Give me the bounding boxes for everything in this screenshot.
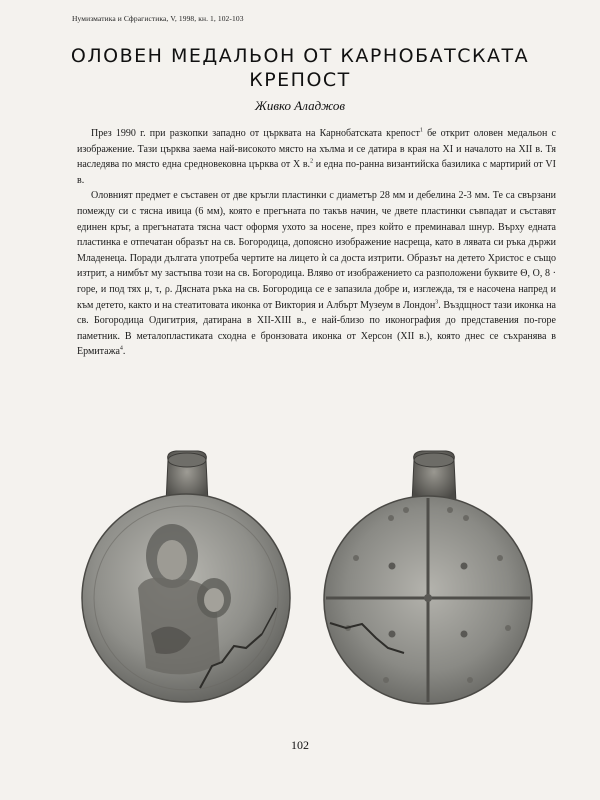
footnote-ref-2: 2: [310, 158, 314, 165]
article-body: [77, 126, 556, 360]
author-name: Живко Аладжов: [254, 98, 346, 113]
page-number: 102: [291, 738, 309, 752]
title-line-2: КРЕПОСТ: [249, 69, 351, 91]
title-line-1: ОЛОВЕН МЕДАЛЬОН ОТ КАРНОБАТСКАТА: [70, 45, 530, 67]
footnote-ref-1: 1: [419, 127, 423, 134]
footnote-ref-4: 4: [119, 345, 123, 352]
paragraph-1: През 1990 г. при разкопки западно от църквата на Карнобатската крепост$^1$ бе открит оловен медальон с изображение. Тази църква заема най-високото място на хълма и се датира в края на XI и началото на XII в. Тя наследява по място една средновековна църква от X в.$^2$ и една по-ранна византийска базилика с мартирий от VI в.: [77, 127, 556, 186]
medallion-reverse-image: [316, 448, 536, 713]
medallion-obverse-image: [76, 448, 296, 713]
paragraph-2: Оловният предмет е съставен от две кръгли пластинки с диаметър 28 мм и дебелина 2-3 мм. Те са свързани помежду си с тясна ивица (6 мм), която е прегъната по такъв начин, че двете пластинки съвпадат и съставят единен кръг, а прегънатата тясна част оформя ухото за носене, през който е преминавал шнур. Върху едната пластинка е отпечатан образът на св. Богородица, допоясно изображение насреща, като в лявата си ръка държи Младенеца. Поради дългата употреба чертите на лицето ѝ са доста изтрити. Образът на детето Христос е също изтрит, а нимбът му застъпва този на св. Богородица. Вляво от изображението са разположени буквите Θ, Ο, 8 · горе, и под тях μ, τ, ρ. Дясната ръка на св. Богородица се е запазила добре и, изглежда, тя е насочена напред и към детето, както и на стеатитовата иконка от Виктория и Албърт Музеум в Лондон$^3$. Въздщност тази иконка на св. Богородица Одигитрия, датирана в XII-XIII в., е най-близо по иконография до представения по-горе паметник. В металопластиката сходна е бронзовата иконка от Херсон (XII в.), която днес се съхранява в Ермитажа$^4$.: [77, 190, 556, 358]
medallion-reverse-photo: [316, 448, 536, 713]
footnote-ref-3: 3: [435, 299, 439, 306]
medallion-obverse-photo: [76, 448, 296, 713]
article-title: [60, 44, 540, 92]
running-head: Нумизматика и Сфрагистика, V, 1998, кн. 1, 102-103: [72, 14, 244, 23]
